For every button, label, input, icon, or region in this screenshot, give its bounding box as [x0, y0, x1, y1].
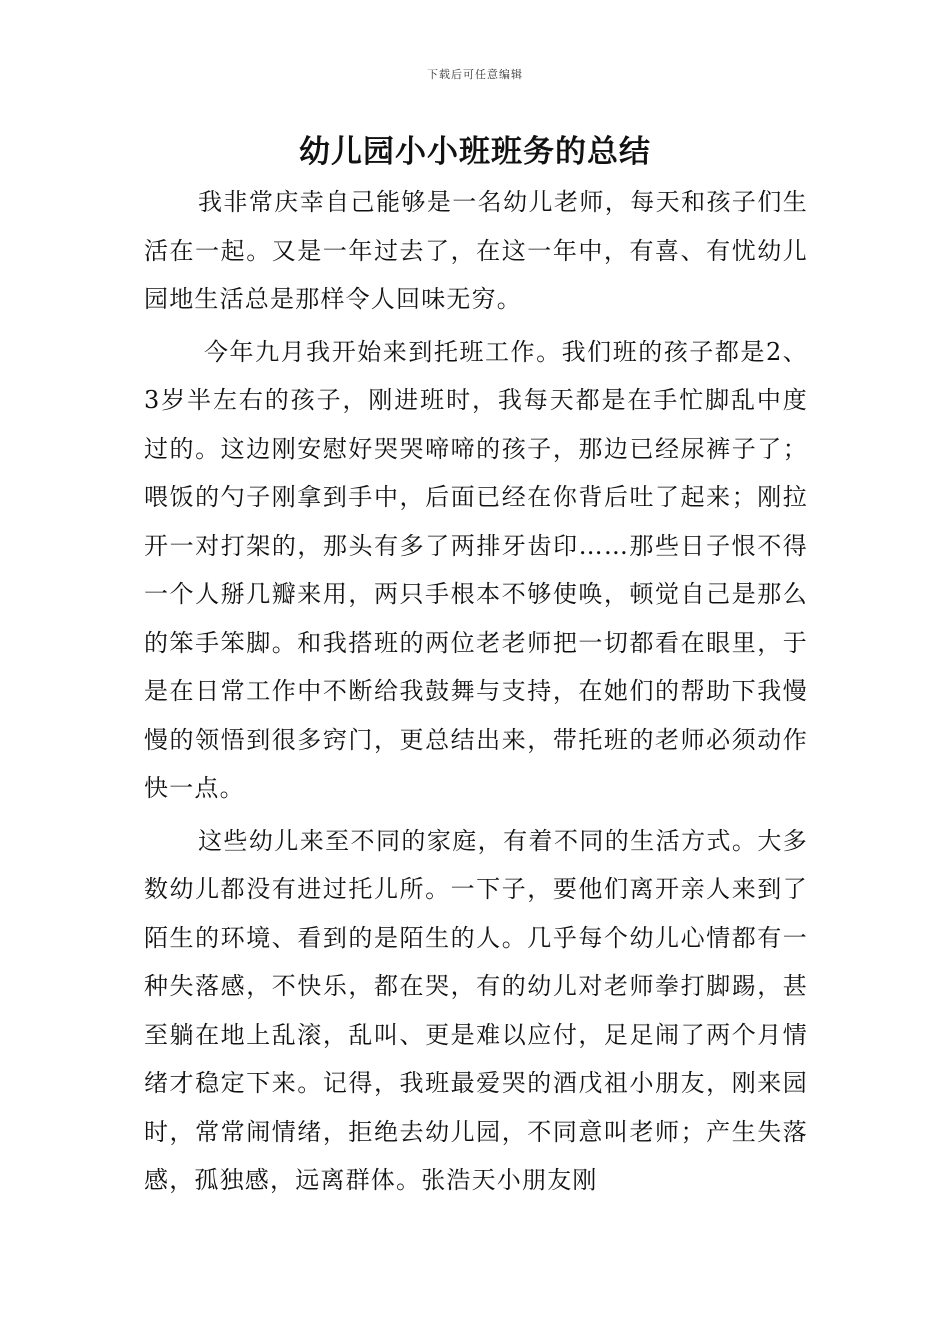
paragraph-2: 今年九月我开始来到托班工作。我们班的孩子都是2、3岁半左右的孩子，刚进班时，我每天都是在手忙脚乱中度过的。这边刚安慰好哭哭啼啼的孩子，那边已经尿裤子了；喂饭的勺子刚拿到手中，后面已经在你背后吐了起来；刚拉开一对打架的，那头有多了两排牙齿印……那些日子恨不得一个人掰几瓣来用，两只手根本不够使唤，顿觉自己是那么的笨手笨脚。和我搭班的两位老老师把一切都看在眼里，于是在日常工作中不断给我鼓舞与支持，在她们的帮助下我慢慢的领悟到很多窍门，更总结出来，带托班的老师必须动作快一点。 — [144, 337, 808, 802]
paragraph-3: 这些幼儿来至不同的家庭，有着不同的生活方式。大多数幼儿都没有进过托儿所。一下子，要他们离开亲人来到了陌生的环境、看到的是陌生的人。几乎每个幼儿心情都有一种失落感，不快乐，都在哭，有的幼儿对老师拳打脚踢，甚至躺在地上乱滚，乱叫、更是难以应付，足足闹了两个月情绪才稳定下来。记得，我班最爱哭的酒戊祖小朋友，刚来园时，常常闹情绪，拒绝去幼儿园，不同意叫老师；产生失落感，孤独感，远离群体。张浩天小朋友刚 — [144, 826, 808, 1194]
header-note: 下载后可任意编辑 — [427, 68, 523, 81]
document-body — [144, 178, 808, 1209]
document-title: 幼儿园小小班班务的总结 — [299, 134, 651, 170]
paragraph-1: 我非常庆幸自己能够是一名幼儿老师，每天和孩子们生活在一起。又是一年过去了，在这一年中，有喜、有忧幼儿园地生活总是那样令人回味无穷。 — [144, 188, 808, 313]
